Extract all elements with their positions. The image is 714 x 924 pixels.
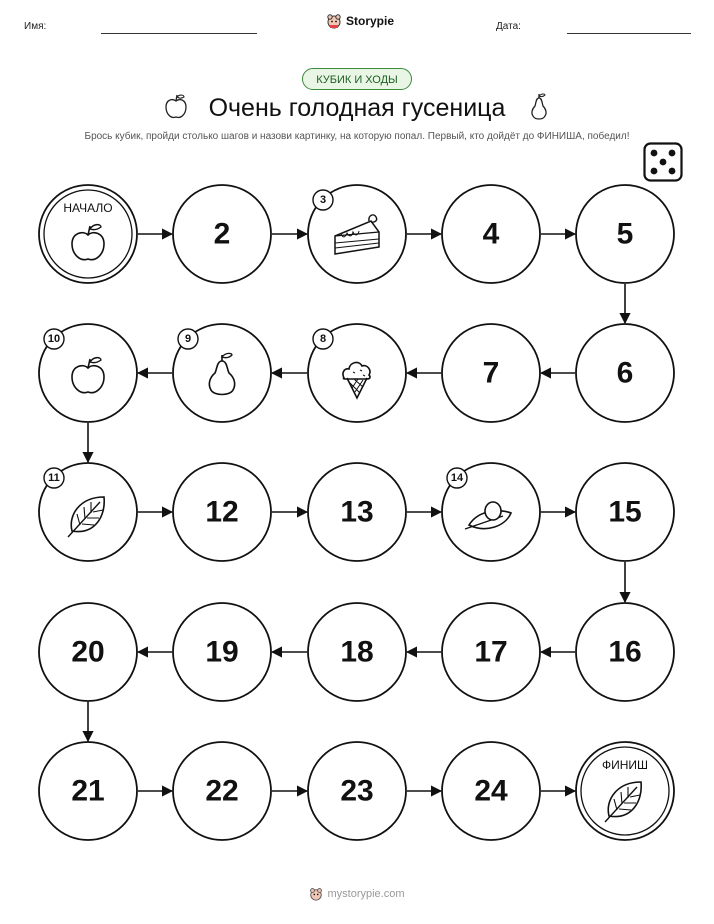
- space-label: ФИНИШ: [601, 758, 649, 772]
- space-number: 3: [319, 194, 327, 206]
- board-space: [308, 324, 406, 422]
- instructions: Брось кубик, пройди столько шагов и назови картинку, на которую попал. Первый, кто дойдёт до ФИНИША, победил!: [84, 131, 630, 142]
- board-space: [173, 742, 271, 840]
- board-space: [173, 463, 271, 561]
- space-number: 19: [205, 635, 239, 669]
- start-space: [39, 185, 137, 283]
- space-number: 9: [184, 333, 192, 345]
- space-number: 23: [340, 774, 374, 808]
- board-space: [442, 324, 540, 422]
- space-number: 12: [205, 495, 239, 529]
- space-number: 20: [71, 635, 105, 669]
- board-space: [39, 742, 137, 840]
- space-number: 13: [340, 495, 374, 529]
- space-number: 18: [340, 635, 374, 669]
- board-space: [576, 185, 674, 283]
- category-badge: КУБИК И ХОДЫ: [302, 68, 412, 90]
- board-space: [308, 185, 406, 283]
- space-number: 16: [608, 635, 642, 669]
- space-number: 2: [213, 217, 231, 251]
- board-space: [576, 463, 674, 561]
- space-label: НАЧАЛО: [63, 201, 113, 215]
- board-space: [576, 324, 674, 422]
- board-space: [308, 603, 406, 701]
- board-space: [308, 463, 406, 561]
- board-space: [308, 742, 406, 840]
- space-number: 14: [450, 472, 464, 484]
- space-number: 21: [71, 774, 105, 808]
- space-number: 15: [608, 495, 642, 529]
- board-space: [39, 463, 137, 561]
- finish-space: [576, 742, 674, 840]
- board-space: [173, 185, 271, 283]
- name-label: Имя:: [24, 21, 47, 32]
- space-number: 8: [319, 333, 327, 345]
- space-number: 17: [474, 635, 508, 669]
- page-title: Очень голодная гусеница: [208, 94, 506, 122]
- space-number: 5: [616, 217, 634, 251]
- board-space: [39, 603, 137, 701]
- space-number: 4: [482, 217, 500, 251]
- footer-url[interactable]: mystorypie.com: [327, 888, 405, 900]
- board-space: [442, 463, 540, 561]
- board-space: [173, 603, 271, 701]
- board-space: [442, 742, 540, 840]
- space-number: 11: [48, 472, 60, 484]
- space-number: 6: [616, 356, 634, 390]
- date-label: Дата:: [496, 21, 521, 32]
- path-cells: [39, 185, 674, 840]
- board-space: [442, 603, 540, 701]
- brand-name: Storypie: [346, 14, 395, 28]
- board-space: [39, 324, 137, 422]
- board-space: [173, 324, 271, 422]
- space-number: 10: [47, 333, 61, 345]
- space-number: 7: [482, 356, 500, 390]
- footer: [0, 887, 714, 904]
- board-space: [442, 185, 540, 283]
- board-space: [576, 603, 674, 701]
- mascot-icon: [309, 887, 323, 901]
- space-number: 24: [474, 774, 508, 808]
- space-number: 22: [205, 774, 239, 808]
